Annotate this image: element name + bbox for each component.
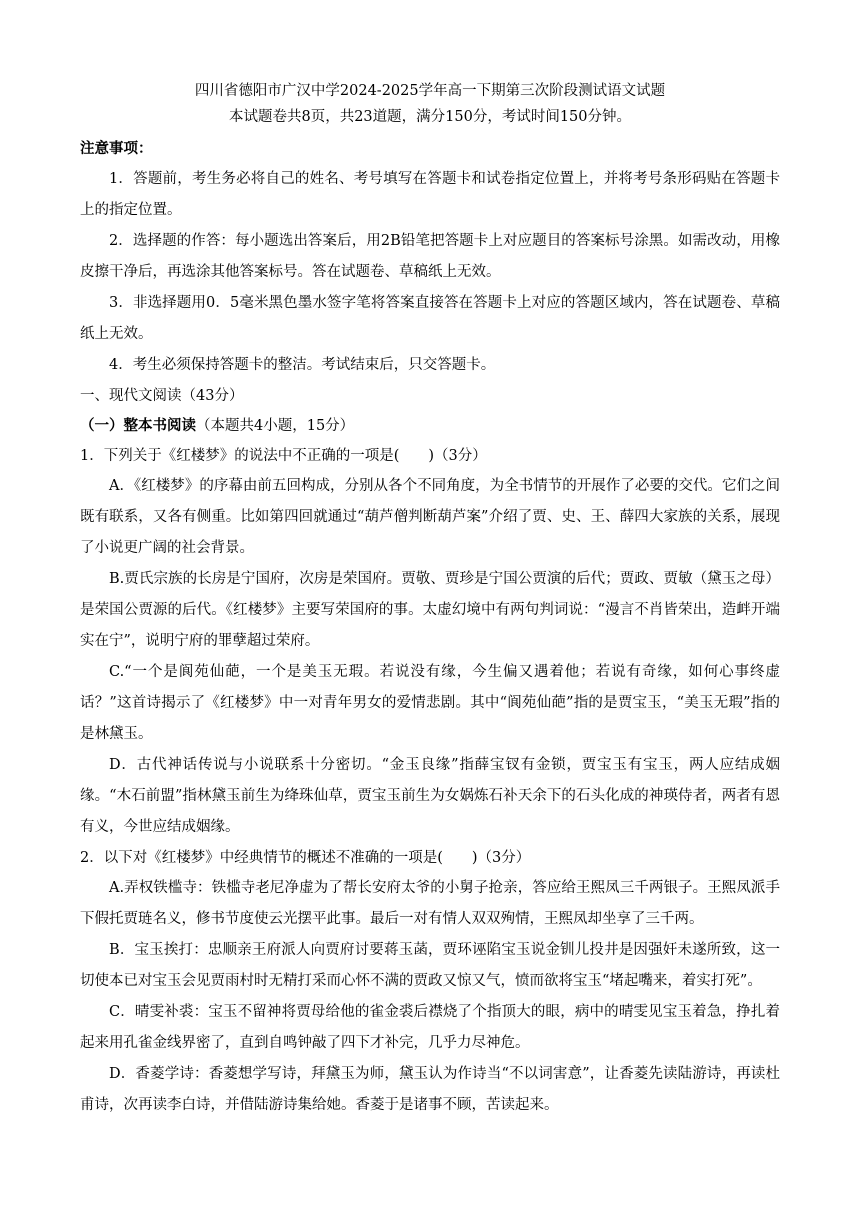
notice-item-3: 3．非选择题用0．5毫米黑色墨水签字笔将答案直接答在答题卡上对应的答题区域内，答在试题卷、草稿纸上无效。 <box>80 295 780 342</box>
question-1-option-d: D．古代神话传说与小说联系十分密切。“金玉良缘”指薛宝钗有金锁，贾宝玉有宝玉，两人应结成姻缘。“木石前盟”指林黛玉前生为绛珠仙草，贾宝玉前生为女娲炼石补天余下的石头化成的神瑛侍者，两者有恩有义，今世应结成姻缘。 <box>80 757 780 835</box>
question-1-option-c: C.“一个是阆苑仙葩，一个是美玉无瑕。若说没有缘，今生偏又遇着他；若说有奇缘，如何心事终虚话？”这首诗揭示了《红楼梦》中一对青年男女的爱情悲剧。其中“阆苑仙葩”指的是贾宝玉，“美玉无瑕”指的是林黛玉。 <box>80 664 780 742</box>
exam-subtitle: 本试题卷共8页，共23道题，满分150分，考试时间150分钟。 <box>228 109 632 125</box>
question-2-option-a: A.弄权铁槛寺：铁槛寺老尼净虚为了帮长安府太爷的小舅子抢亲，答应给王熙凤三千两银子。王熙凤派手下假托贾琏名义，修书节度使云光摆平此事。最后一对有情人双双殉情，王熙凤却坐享了三千两。 <box>80 880 780 927</box>
exam-page <box>80 78 780 1121</box>
sub-section-heading-rest: （本题共4小题，15分） <box>196 418 355 434</box>
notice-item-2: 2．选择题的作答：每小题选出答案后，用2B铅笔把答题卡上对应题目的答案标号涂黑。如需改动，用橡皮擦干净后，再选涂其他答案标号。答在试题卷、草稿纸上无效。 <box>80 233 780 280</box>
notice-item-4: 4．考生必须保持答题卡的整洁。考试结束后，只交答题卡。 <box>109 357 496 373</box>
notice-heading: 注意事项： <box>80 140 153 157</box>
notice-item-1: 1．答题前，考生务必将自己的姓名、考号填写在答题卡和试卷指定位置上，并将考号条形码贴在答题卡上的指定位置。 <box>80 171 780 218</box>
question-2-option-b: B．宝玉挨打：忠顺亲王府派人向贾府讨要蒋玉菡，贾环诬陷宝玉说金钏儿投井是因强奸未遂所致，这一切使本已对宝玉会见贾雨村时无精打采而心怀不满的贾政又惊又气，愤而欲将宝玉“堵起嘴来，着实打死”。 <box>80 942 780 989</box>
question-2-stem: 2．以下对《红楼梦》中经典情节的概述不准确的一项是( )（3分） <box>80 850 531 866</box>
sub-section-heading <box>80 411 780 441</box>
question-2-option-d: D．香菱学诗：香菱想学写诗，拜黛玉为师，黛玉认为作诗当“不以词害意”，让香菱先读陆游诗，再读杜甫诗，次再读李白诗，并借陆游诗集给她。香菱于是诸事不顾，苦读起来。 <box>80 1066 780 1113</box>
question-1-stem: 1．下列关于《红楼梦》的说法中不正确的一项是( )（3分） <box>80 448 487 464</box>
exam-title: 四川省德阳市广汉中学2024-2025学年高一下期第三次阶段测试语文试题 <box>194 83 666 99</box>
question-2-option-c: C．晴雯补裘：宝玉不留神将贾母给他的雀金裘后襟烧了个指顶大的眼，病中的晴雯见宝玉着急，挣扎着起来用孔雀金线界密了，直到自鸣钟敲了四下才补完，几乎力尽神危。 <box>80 1004 780 1051</box>
question-1-option-a: A．《红楼梦》的序幕由前五回构成，分别从各个不同角度，为全书情节的开展作了必要的交代。它们之间既有联系，又各有侧重。比如第四回就通过“葫芦僧判断葫芦案”介绍了贾、史、王、薛四大家族的关系，展现了小说更广阔的社会背景。 <box>80 478 780 556</box>
section-heading: 一、现代文阅读（43分） <box>80 388 244 404</box>
sub-section-heading-bold: （一）整本书阅读 <box>80 417 196 434</box>
question-1-option-b: B.贾氏宗族的长房是宁国府，次房是荣国府。贾敬、贾珍是宁国公贾演的后代；贾政、贾敏（黛玉之母）是荣国公贾源的后代。《红楼梦》主要写荣国府的事。太虚幻境中有两句判词说：“漫言不肖皆荣出，造衅开端实在宁”，说明宁府的罪孽超过荣府。 <box>80 571 780 649</box>
